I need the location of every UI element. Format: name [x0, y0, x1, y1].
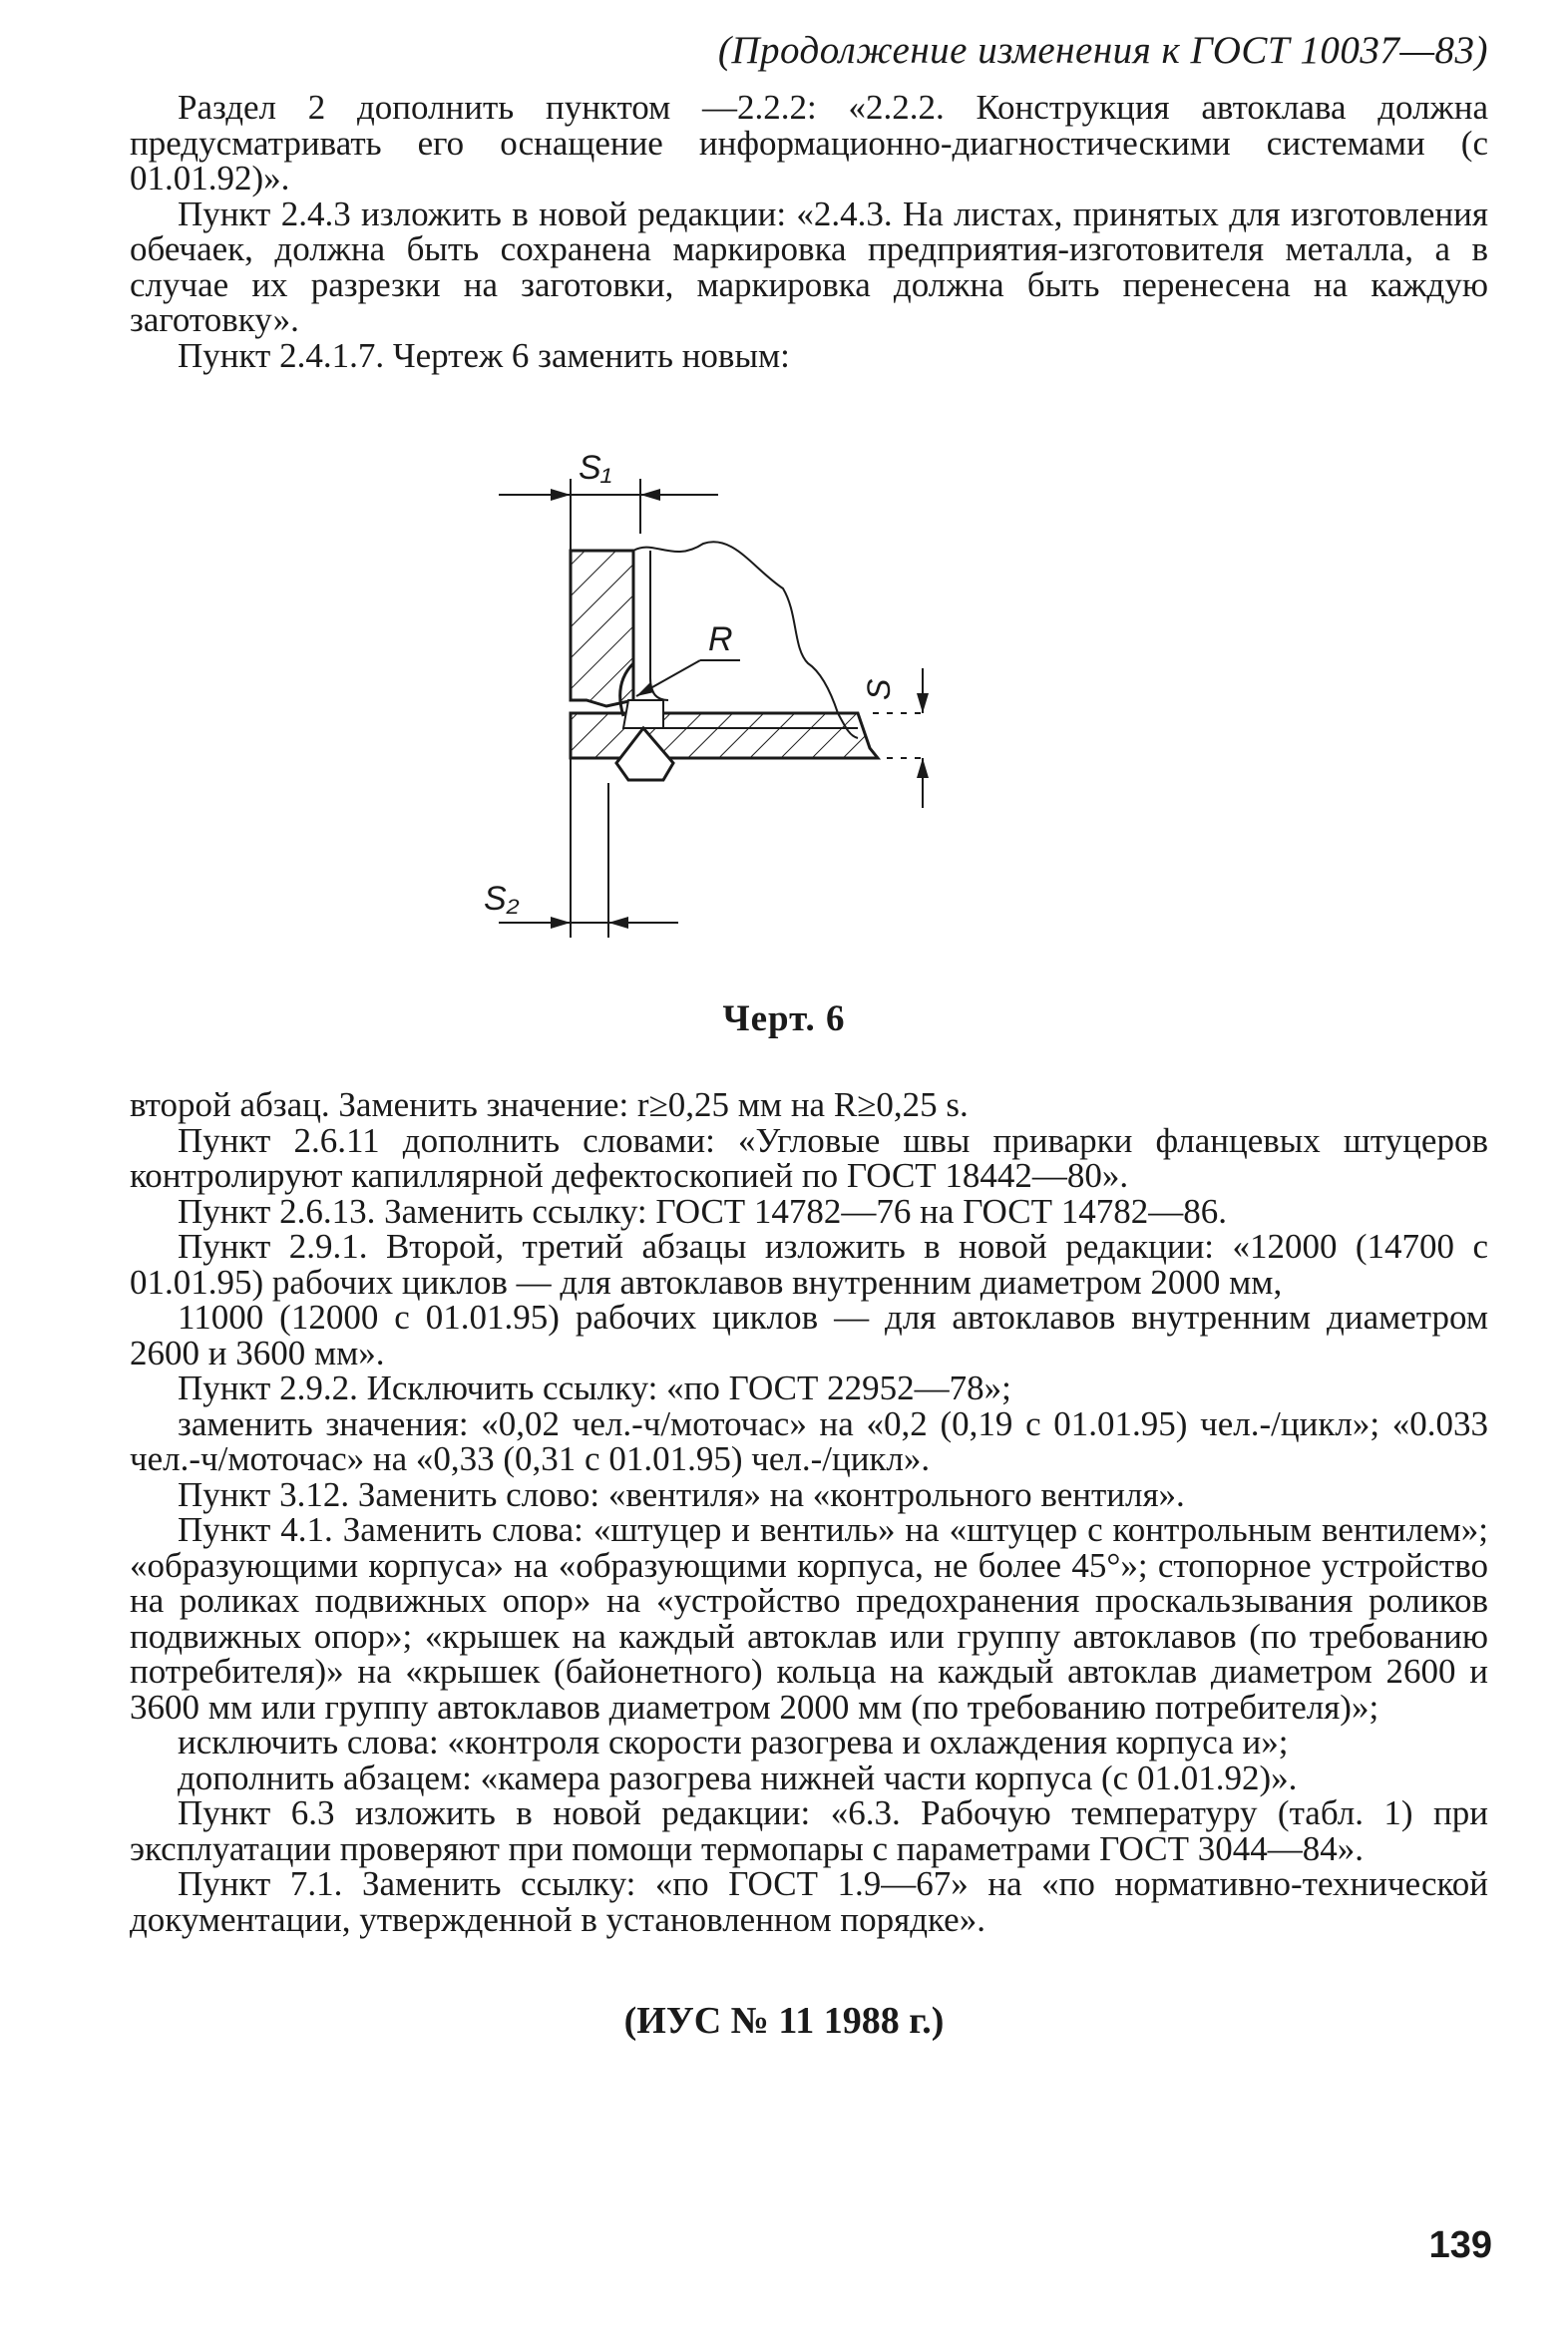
paragraph: Раздел 2 дополнить пунктом —2.2.2: «2.2.2. Конструкция автоклава должна предусматривать его оснащение информационно-диагностическими системами (с 01.01.92)». — [130, 88, 1488, 197]
page-number: 139 — [1428, 2224, 1492, 2266]
s2-label: S₂ — [484, 880, 520, 918]
paragraph: Пункт 2.6.11 дополнить словами: «Угловые швы приварки фланцевых штуцеров контролируют капиллярной дефектоскопией по ГОСТ 18442—80». — [130, 1120, 1488, 1195]
paragraph: 11000 (12000 с 01.01.95) рабочих циклов — для автоклавов внутренним диаметром 2600 и 3600 мм». — [130, 1298, 1488, 1372]
paragraph: исключить слова: «контроля скорости разогрева и охлаждения корпуса и»; — [178, 1723, 1289, 1761]
paragraph: Пункт 2.9.1. Второй, третий абзацы изложить в новой редакции: «12000 (14700 с 01.01.95) рабочих циклов — для автоклавов внутренним диаметром 2000 мм, — [130, 1227, 1488, 1302]
drawing-caption: Черт. 6 — [722, 998, 846, 1039]
break-line — [633, 542, 858, 738]
paragraph: Пункт 3.12. Заменить слово: «вентиля» на «контрольного вентиля». — [178, 1474, 1185, 1514]
paragraph: Пункт 2.6.13. Заменить ссылку: ГОСТ 14782—76 на ГОСТ 14782—86. — [178, 1191, 1227, 1231]
weld-zone — [623, 700, 663, 728]
shell-plate — [571, 713, 878, 758]
nozzle-wall — [571, 551, 633, 706]
paragraph: второй абзац. Заменить значение: r≥0,25 мм на R≥0,25 s. — [130, 1085, 969, 1124]
paragraph: Пункт 6.3 изложить в новой редакции: «6.3. Рабочую температуру (табл. 1) при эксплуатации проверяют при помощи термопары с параметрами ГОСТ 3044—84». — [130, 1793, 1488, 1868]
paragraph: заменить значения: «0,02 чел.-ч/моточас» на «0,2 (0,19 с 01.01.95) чел.-/цикл»; «0.033 чел.-ч/моточас» на «0,33 (0,31 с 01.01.95) чел.-/цикл». — [130, 1403, 1488, 1478]
s1-arrow-right — [640, 489, 660, 501]
source-reference: (ИУС № 11 1988 г.) — [623, 2000, 945, 2042]
s-label: S — [861, 678, 897, 700]
text-block-bottom — [130, 1087, 1488, 1937]
s1-label: S₁ — [579, 449, 612, 487]
page-header: (Продолжение изменения к ГОСТ 10037—83) — [717, 29, 1488, 72]
r-label: R — [708, 620, 733, 658]
technical-drawing — [479, 439, 1057, 958]
text-block-top — [130, 90, 1488, 373]
paragraph: Пункт 2.4.1.7. Чертеж 6 заменить новым: — [178, 335, 790, 375]
s1-arrow-left — [551, 489, 571, 501]
paragraph: Пункт 4.1. Заменить слова: «штуцер и вентиль» на «штуцер с контрольным вентилем»; «образующими корпуса» на «образующими корпуса, не более 45°»; стопорное устройство на роликах подвижных опор» на «устройство предохранения проскальзывания роликов подвижных опор»; «крышек на каждый автоклав или группу автоклавов (по требованию потребителя)» на «крышек (байонетного) кольца на каждый автоклав диаметром 2600 и 3600 мм или группу автоклавов диаметром 2000 мм (по требованию потребителя)»; — [130, 1510, 1488, 1727]
paragraph: дополнить абзацем: «камера разогрева нижней части корпуса (с 01.01.92)». — [178, 1758, 1298, 1797]
paragraph: Пункт 2.9.2. Исключить ссылку: «по ГОСТ 22952—78»; — [178, 1368, 1011, 1407]
paragraph: Пункт 2.4.3 изложить в новой редакции: «2.4.3. На листах, принятых для изготовления обечаек, должна быть сохранена маркировка предприятия-изготовителя металла, а в случае их разрезки на заготовки, маркировка должна быть перенесена на каждую заготовку». — [130, 194, 1488, 339]
paragraph: Пункт 7.1. Заменить ссылку: «по ГОСТ 1.9—67» на «по нормативно-технической документации, утвержденной в установленном порядке». — [130, 1864, 1488, 1939]
